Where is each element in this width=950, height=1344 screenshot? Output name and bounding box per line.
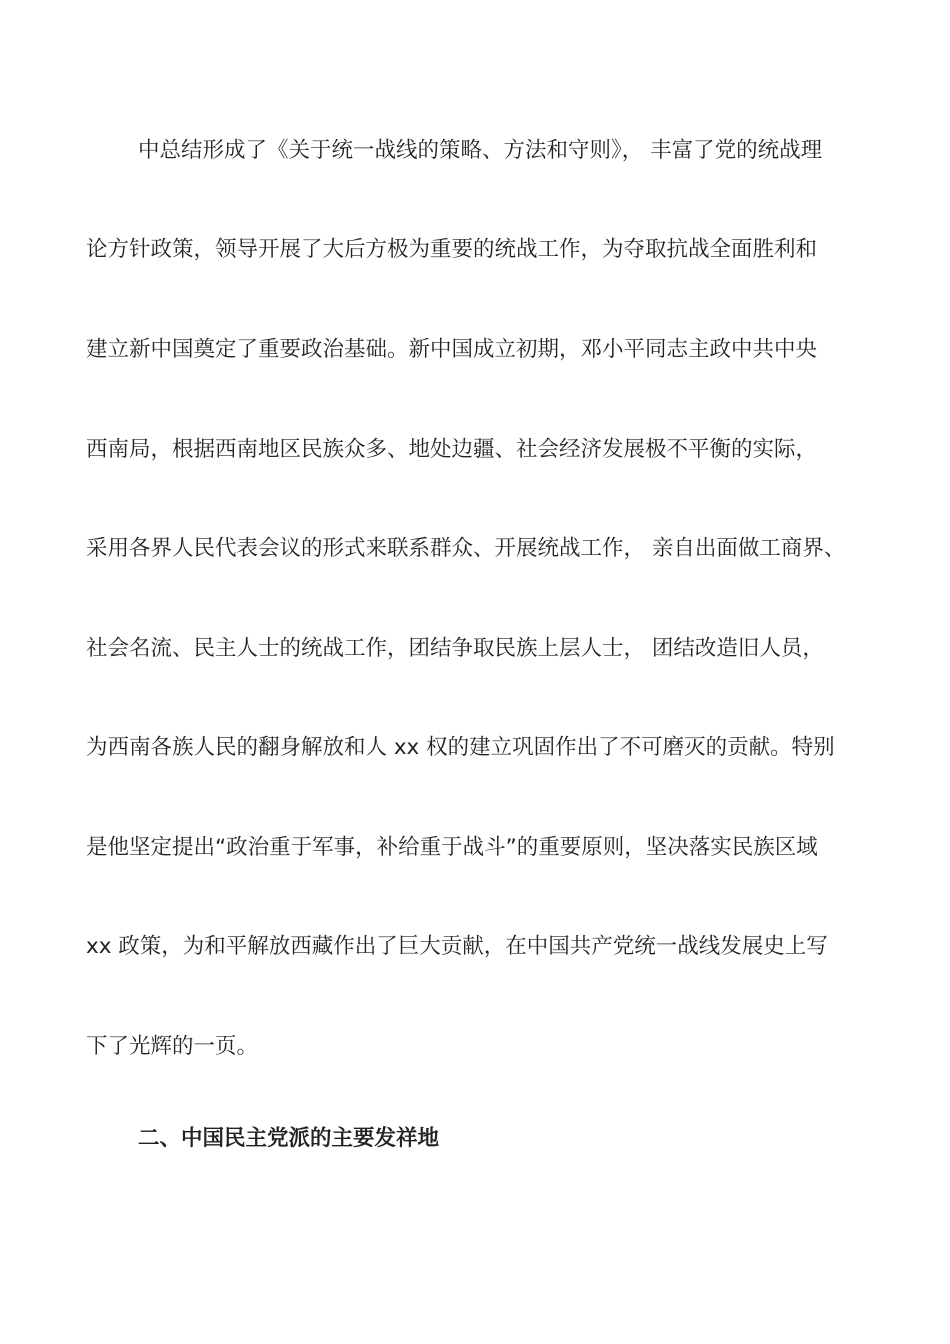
paragraph-line-3: 建立新中国奠定了重要政治基础。新中国成立初期，邓小平同志主政中共中央 [86, 337, 818, 362]
paragraph-line-8: 是他坚定提出“政治重于军事，补给重于战斗”的重要原则，坚决落实民族区域 [86, 835, 818, 860]
paragraph-line-1: 中总结形成了《关于统一战线的策略、方法和守则》， 丰富了党的统战理 [138, 138, 823, 163]
paragraph-line-2: 论方针政策，领导开展了大后方极为重要的统战工作，为夺取抗战全面胜利和 [86, 237, 818, 262]
paragraph-line-7: 为西南各族人民的翻身解放和人 xx 权的建立巩固作出了不可磨灭的贡献。特别 [86, 735, 835, 760]
section-heading: 二、中国民主党派的主要发祥地 [138, 1126, 440, 1151]
paragraph-line-9: xx 政策，为和平解放西藏作出了巨大贡献，在中国共产党统一战线发展史上写 [86, 934, 828, 959]
paragraph-line-5: 采用各界人民代表会议的形式来联系群众、开展统战工作， 亲自出面做工商界、 [86, 536, 846, 561]
paragraph-line-10: 下了光辉的一页。 [86, 1034, 259, 1059]
paragraph-line-4: 西南局，根据西南地区民族众多、地处边疆、社会经济发展极不平衡的实际， [86, 437, 818, 462]
paragraph-line-6: 社会名流、民主人士的统战工作，团结争取民族上层人士， 团结改造旧人员， [86, 636, 824, 661]
